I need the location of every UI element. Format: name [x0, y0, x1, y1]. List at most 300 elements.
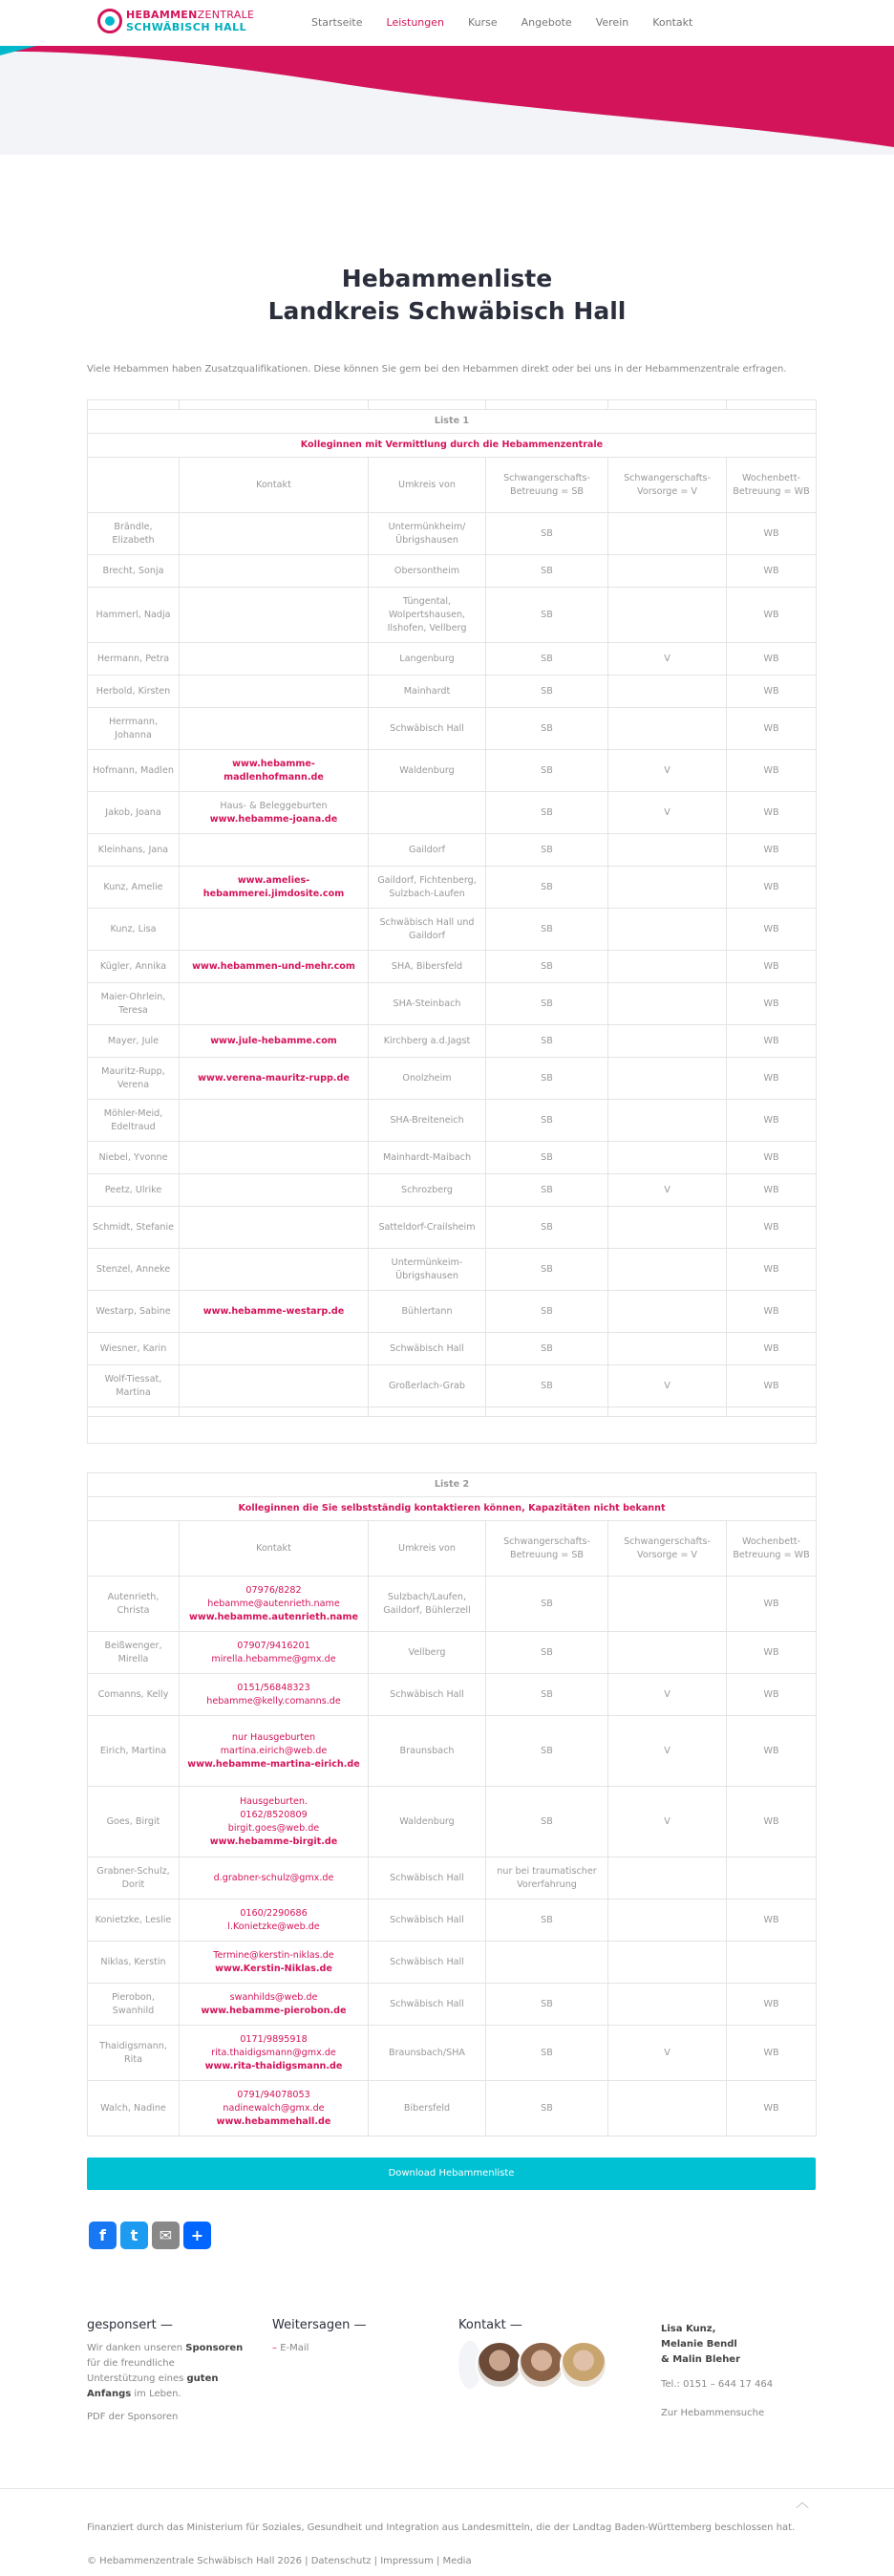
cell-v	[608, 1984, 727, 2026]
website-link[interactable]: www.hebammehall.de	[216, 2115, 331, 2127]
nav-kontakt[interactable]: Kontakt	[652, 16, 693, 29]
cell-kontakt	[180, 1142, 369, 1174]
cell-v	[608, 555, 727, 588]
cell-v	[608, 1857, 727, 1900]
contact-note: 07907/9416201	[237, 1640, 310, 1651]
cell-sb: SB	[486, 1291, 608, 1333]
cell-kontakt	[180, 1787, 369, 1857]
cell-sb: SB	[486, 1577, 608, 1632]
col-name	[88, 458, 180, 513]
email-link[interactable]: birgit.goes@web.de	[227, 1822, 320, 1834]
cell-kontakt	[180, 1984, 369, 2026]
cell-kontakt	[180, 1365, 369, 1407]
cell-umkreis: Untermünkheim/ Übrigshausen	[369, 513, 486, 555]
cell-kontakt	[180, 1900, 369, 1942]
cell-umkreis: Vellberg	[369, 1632, 486, 1674]
col-umkreis: Umkreis von	[369, 1521, 486, 1577]
nav-verein[interactable]: Verein	[595, 16, 629, 29]
cell-v: V	[608, 2026, 727, 2081]
cell-name: Hofmann, Madlen	[88, 750, 180, 792]
cell-umkreis: Mainhardt	[369, 676, 486, 708]
cell-name: Konietzke, Leslie	[88, 1900, 180, 1942]
cell-sb: SB	[486, 2026, 608, 2081]
cell-v	[608, 1942, 727, 1984]
contact-names-1: Lisa Kunz,	[661, 2324, 716, 2334]
website-link[interactable]: www.hebamme-birgit.de	[209, 1835, 338, 1847]
table-row	[88, 1333, 817, 1365]
email-link[interactable]: Termine@kerstin-niklas.de	[213, 1949, 334, 1961]
cell-name: Schmidt, Stefanie	[88, 1207, 180, 1249]
cell-sb: SB	[486, 676, 608, 708]
email-link[interactable]: martina.eirich@web.de	[220, 1745, 328, 1756]
cell-sb: SB	[486, 909, 608, 951]
share-buttons	[89, 2222, 894, 2249]
table-row	[88, 1577, 817, 1632]
cell-v	[608, 1333, 727, 1365]
hero-banner	[0, 46, 894, 155]
website-link[interactable]: www.amelies-hebammerei.jimdosite.com	[202, 874, 345, 899]
table-row	[88, 2081, 817, 2136]
cell-kontakt	[180, 1857, 369, 1900]
email-link[interactable]: l.Konietzke@web.de	[227, 1921, 320, 1932]
logo-line2: SCHWÄBISCH HALL	[126, 21, 247, 33]
cell-wb: WB	[727, 1058, 817, 1100]
website-link[interactable]: www.hebamme-joana.de	[209, 813, 338, 825]
cell-wb: WB	[727, 792, 817, 834]
cell-wb: WB	[727, 1207, 817, 1249]
table-row	[88, 513, 817, 555]
page-title	[0, 263, 894, 328]
cell-v	[608, 951, 727, 983]
cell-name: Möhler-Meid, Edeltraud	[88, 1100, 180, 1142]
cell-sb: SB	[486, 708, 608, 750]
cell-name: Jakob, Joana	[88, 792, 180, 834]
cell-v: V	[608, 1674, 727, 1716]
cell-sb: SB	[486, 834, 608, 867]
table-row	[88, 1142, 817, 1174]
cell-sb: SB	[486, 588, 608, 643]
cell-kontakt	[180, 1632, 369, 1674]
website-link[interactable]: www.hebamme-pierobon.de	[201, 2005, 347, 2016]
cell-umkreis: Braunsbach	[369, 1716, 486, 1787]
contact-note: 0162/8520809	[240, 1809, 308, 1820]
cell-name: Walch, Nadine	[88, 2081, 180, 2136]
cell-umkreis: Waldenburg	[369, 1787, 486, 1857]
contact-note: 07976/8282	[245, 1584, 302, 1596]
cell-sb: SB	[486, 1058, 608, 1100]
sponsored-text-2: für die freundliche Unterstützung eines	[87, 2358, 184, 2384]
col-sb: Schwangerschafts-Betreuung = SB	[486, 1521, 608, 1577]
cell-name: Grabner-Schulz, Dorit	[88, 1857, 180, 1900]
facebook-share-icon[interactable]: f	[89, 2222, 117, 2249]
website-link[interactable]: www.rita-thaidigsmann.de	[204, 2060, 343, 2072]
cell-umkreis: Großerlach-Grab	[369, 1365, 486, 1407]
midwife-table-1	[87, 399, 817, 1444]
logo-line1-bold: HEBAMMEN	[126, 9, 198, 21]
cell-v	[608, 2081, 727, 2136]
cell-sb: SB	[486, 1365, 608, 1407]
cell-v: V	[608, 1174, 727, 1207]
cell-name: Kunz, Amelie	[88, 867, 180, 909]
table-row	[88, 1716, 817, 1787]
cell-wb: WB	[727, 1984, 817, 2026]
cell-kontakt	[180, 1174, 369, 1207]
cell-sb: SB	[486, 951, 608, 983]
cell-wb: WB	[727, 750, 817, 792]
cell-umkreis: Schwäbisch Hall	[369, 1857, 486, 1900]
table-row	[88, 983, 817, 1025]
twitter-share-icon[interactable]: t	[120, 2222, 148, 2249]
cell-wb: WB	[727, 983, 817, 1025]
nav-leistungen[interactable]: Leistungen	[386, 16, 444, 29]
logo-line1-rest: ZENTRALE	[197, 9, 255, 21]
cell-name: Wiesner, Karin	[88, 1333, 180, 1365]
cell-name: Beißwenger, Mirella	[88, 1632, 180, 1674]
cell-umkreis: Satteldorf-Crailsheim	[369, 1207, 486, 1249]
cell-wb: WB	[727, 1025, 817, 1058]
cell-kontakt	[180, 1207, 369, 1249]
table-row	[88, 951, 817, 983]
cell-v	[608, 1900, 727, 1942]
site-header	[0, 0, 894, 46]
cell-kontakt	[180, 555, 369, 588]
funding-note: Finanziert durch das Ministerium für Soziales, Gesundheit und Integration aus Landesmitteln, die der Landtag Baden-Württemberg beschlossen hat.	[87, 2522, 796, 2533]
table-row	[88, 708, 817, 750]
cell-v: V	[608, 643, 727, 676]
cell-name: Autenrieth, Christa	[88, 1577, 180, 1632]
cell-umkreis: Bibersfeld	[369, 2081, 486, 2136]
website-link[interactable]: www.hebamme.autenrieth.name	[188, 1611, 359, 1622]
cell-sb: SB	[486, 1333, 608, 1365]
table-row	[88, 792, 817, 834]
cell-wb: WB	[727, 1577, 817, 1632]
cell-wb: WB	[727, 1174, 817, 1207]
email-icon: –	[272, 2343, 277, 2353]
cell-wb: WB	[727, 1716, 817, 1787]
table-row	[88, 643, 817, 676]
cell-name: Brecht, Sonja	[88, 555, 180, 588]
cell-sb: SB	[486, 643, 608, 676]
footer-contact-details	[661, 2322, 773, 2421]
cell-wb: WB	[727, 1100, 817, 1142]
cell-kontakt	[180, 708, 369, 750]
cell-name: Maier-Ohrlein, Teresa	[88, 983, 180, 1025]
cell-umkreis: Obersontheim	[369, 555, 486, 588]
table-row	[88, 1207, 817, 1249]
table-row	[88, 867, 817, 909]
cell-name: Kügler, Annika	[88, 951, 180, 983]
cell-kontakt	[180, 983, 369, 1025]
cell-umkreis: Braunsbach/SHA	[369, 2026, 486, 2081]
contact-title: Kontakt —	[458, 2318, 522, 2332]
contact-note: 0791/94078053	[237, 2089, 310, 2100]
cell-wb: WB	[727, 643, 817, 676]
table-row	[88, 1365, 817, 1407]
cell-name: Niklas, Kerstin	[88, 1942, 180, 1984]
list2-title: Liste 2	[88, 1473, 817, 1497]
col-wb: Wochenbett-Betreuung = WB	[727, 458, 817, 513]
cell-sb: SB	[486, 1100, 608, 1142]
cell-umkreis: Kirchberg a.d.Jagst	[369, 1025, 486, 1058]
table-row	[88, 1984, 817, 2026]
cell-sb: SB	[486, 1787, 608, 1857]
cell-wb: WB	[727, 1365, 817, 1407]
cell-v	[608, 1632, 727, 1674]
email-link[interactable]: hebamme@autenrieth.name	[207, 1598, 340, 1609]
cell-name: Eirich, Martina	[88, 1716, 180, 1787]
table-row	[88, 1787, 817, 1857]
cell-wb: WB	[727, 513, 817, 555]
cell-kontakt	[180, 909, 369, 951]
contact-names-2: Melanie Bendl	[661, 2339, 737, 2350]
cell-sb: SB	[486, 1207, 608, 1249]
table-row	[88, 1632, 817, 1674]
cell-sb: SB	[486, 867, 608, 909]
cell-umkreis	[369, 792, 486, 834]
cell-kontakt	[180, 792, 369, 834]
email-link[interactable]: hebamme@kelly.comanns.de	[206, 1695, 341, 1707]
cell-umkreis: Schwäbisch Hall	[369, 1984, 486, 2026]
cell-name: Herbold, Kirsten	[88, 676, 180, 708]
scroll-top-icon[interactable]: ︿	[796, 2496, 809, 2511]
table-row	[88, 555, 817, 588]
cell-kontakt	[180, 2081, 369, 2136]
cell-umkreis: Schwäbisch Hall	[369, 1900, 486, 1942]
table-row	[88, 1100, 817, 1142]
intro-text: Viele Hebammen haben Zusatzqualifikationen. Diese können Sie gern bei den Hebammen direkt oder bei uns in der Hebammenzentrale erfragen.	[87, 364, 787, 375]
cell-wb: WB	[727, 1249, 817, 1291]
table-row	[88, 588, 817, 643]
email-share-icon[interactable]: ✉	[152, 2222, 180, 2249]
cell-sb: SB	[486, 1674, 608, 1716]
cell-kontakt	[180, 1100, 369, 1142]
cell-umkreis: Gaildorf, Fichtenberg, Sulzbach-Laufen	[369, 867, 486, 909]
website-link[interactable]: www.hebamme-madlenhofmann.de	[224, 758, 324, 783]
website-link[interactable]: www.hebammen-und-mehr.com	[192, 960, 355, 972]
midwife-search-link[interactable]: Zur Hebammensuche	[661, 2408, 765, 2418]
cell-umkreis: Schwäbisch Hall	[369, 1333, 486, 1365]
cell-sb: nur bei traumatischer Vorerfahrung	[486, 1857, 608, 1900]
cell-umkreis: Waldenburg	[369, 750, 486, 792]
download-list-button[interactable]: Download Hebammenliste	[87, 2157, 816, 2190]
contact-note: 0171/9895918	[240, 2033, 308, 2045]
cell-v	[608, 1058, 727, 1100]
table-row	[88, 750, 817, 792]
cell-umkreis: Tüngental, Wolpertshausen, Ilshofen, Vellberg	[369, 588, 486, 643]
contact-note: Hausgeburten.	[239, 1795, 309, 1807]
cell-name: Mayer, Jule	[88, 1025, 180, 1058]
cell-wb: WB	[727, 1787, 817, 1857]
col-v: Schwangerschafts-Vorsorge = V	[608, 458, 727, 513]
cell-sb	[486, 1942, 608, 1984]
table-row	[88, 1249, 817, 1291]
cell-sb: SB	[486, 1632, 608, 1674]
cell-wb: WB	[727, 1632, 817, 1674]
email-link[interactable]: swanhilds@web.de	[229, 1991, 318, 2003]
table-row	[88, 676, 817, 708]
cell-kontakt	[180, 1291, 369, 1333]
cell-name: Kunz, Lisa	[88, 909, 180, 951]
list2-column-headers	[88, 1521, 817, 1577]
cell-sb: SB	[486, 1716, 608, 1787]
footer-email-link[interactable]: E-Mail	[280, 2343, 309, 2353]
cell-wb	[727, 1857, 817, 1900]
cell-wb: WB	[727, 1674, 817, 1716]
cell-kontakt	[180, 676, 369, 708]
table-row	[88, 2026, 817, 2081]
contact-names-3: & Malin Bleher	[661, 2354, 741, 2365]
cell-wb: WB	[727, 588, 817, 643]
cell-kontakt	[180, 834, 369, 867]
sponsors-pdf-link[interactable]: PDF der Sponsoren	[87, 2412, 179, 2422]
email-link[interactable]: rita.thaidigsmann@gmx.de	[211, 2047, 336, 2058]
cell-v	[608, 513, 727, 555]
website-link[interactable]: www.hebamme-westarp.de	[202, 1305, 345, 1317]
cell-wb	[727, 1942, 817, 1984]
cell-v	[608, 909, 727, 951]
cell-wb: WB	[727, 1291, 817, 1333]
col-kontakt: Kontakt	[180, 458, 369, 513]
cell-name: Herrmann, Johanna	[88, 708, 180, 750]
cell-v: V	[608, 1787, 727, 1857]
email-link[interactable]: mirella.hebamme@gmx.de	[211, 1653, 336, 1664]
cell-umkreis: Schwäbisch Hall und Gaildorf	[369, 909, 486, 951]
cell-name: Wolf-Tiessat, Martina	[88, 1365, 180, 1407]
table-row	[88, 1942, 817, 1984]
contact-phone[interactable]: Tel.: 0151 – 644 17 464	[661, 2379, 774, 2390]
nav-angebote[interactable]: Angebote	[521, 16, 572, 29]
table-row	[88, 1291, 817, 1333]
team-avatars	[458, 2341, 602, 2389]
cell-v	[608, 983, 727, 1025]
cell-v	[608, 834, 727, 867]
cell-umkreis: Schrozberg	[369, 1174, 486, 1207]
nav-startseite[interactable]: Startseite	[311, 16, 363, 29]
cell-kontakt	[180, 1942, 369, 1984]
cell-kontakt	[180, 643, 369, 676]
list1-subtitle: Kolleginnen mit Vermittlung durch die Hebammenzentrale	[88, 434, 817, 458]
share-plus-icon[interactable]: +	[183, 2222, 211, 2249]
email-link[interactable]: nadinewalch@gmx.de	[223, 2102, 325, 2114]
website-link[interactable]: www.verena-mauritz-rupp.de	[198, 1072, 350, 1084]
col-kontakt: Kontakt	[180, 1521, 369, 1577]
cell-v	[608, 676, 727, 708]
cell-v	[608, 1291, 727, 1333]
sponsored-title: gesponsert —	[87, 2318, 173, 2332]
cell-v	[608, 708, 727, 750]
cell-sb: SB	[486, 792, 608, 834]
cell-name: Niebel, Yvonne	[88, 1142, 180, 1174]
cell-wb: WB	[727, 951, 817, 983]
table-row	[88, 1058, 817, 1100]
cell-v	[608, 867, 727, 909]
cell-kontakt	[180, 513, 369, 555]
email-link[interactable]: d.grabner-schulz@gmx.de	[213, 1872, 334, 1883]
avatar	[518, 2341, 565, 2389]
table-row	[88, 1025, 817, 1058]
table-row	[88, 1857, 817, 1900]
table-row	[88, 834, 817, 867]
cell-kontakt	[180, 867, 369, 909]
avatar	[560, 2341, 607, 2389]
cell-v: V	[608, 750, 727, 792]
col-umkreis: Umkreis von	[369, 458, 486, 513]
cell-umkreis: Schwäbisch Hall	[369, 708, 486, 750]
footer-contact	[458, 2318, 602, 2389]
site-logo[interactable]	[97, 9, 254, 33]
cell-name: Pierobon, Swanhild	[88, 1984, 180, 2026]
cell-umkreis: Onolzheim	[369, 1058, 486, 1100]
cell-wb: WB	[727, 1142, 817, 1174]
cell-kontakt	[180, 750, 369, 792]
website-link[interactable]: www.hebamme-martina-eirich.de	[187, 1758, 360, 1770]
hero-wave	[0, 46, 894, 155]
cell-sb: SB	[486, 983, 608, 1025]
copyright: © Hebammenzentrale Schwäbisch Hall 2026 | Datenschutz | Impressum | Media	[87, 2556, 472, 2566]
share-title: Weitersagen —	[272, 2318, 367, 2332]
nav-kurse[interactable]: Kurse	[467, 16, 498, 29]
cell-wb: WB	[727, 676, 817, 708]
cell-wb: WB	[727, 834, 817, 867]
cell-kontakt	[180, 1058, 369, 1100]
cell-wb: WB	[727, 1900, 817, 1942]
footer-share	[272, 2318, 367, 2356]
list1-column-headers	[88, 458, 817, 513]
cell-umkreis: Untermünkeim-Übrigshausen	[369, 1249, 486, 1291]
cell-umkreis: Langenburg	[369, 643, 486, 676]
cell-name: Goes, Birgit	[88, 1787, 180, 1857]
contact-note: 0160/2290686	[240, 1907, 308, 1919]
cell-wb: WB	[727, 867, 817, 909]
sponsored-text-1: Wir danken unseren	[87, 2343, 183, 2353]
midwife-table-1-wrapper	[87, 399, 816, 1444]
table-row	[88, 1674, 817, 1716]
website-link[interactable]: www.jule-hebamme.com	[210, 1035, 337, 1046]
cell-kontakt	[180, 1674, 369, 1716]
cell-name: Hermann, Petra	[88, 643, 180, 676]
cell-sb: SB	[486, 1900, 608, 1942]
cell-wb: WB	[727, 2026, 817, 2081]
col-v: Schwangerschafts-Vorsorge = V	[608, 1521, 727, 1577]
table-row	[88, 1900, 817, 1942]
site-footer	[0, 2318, 894, 2576]
contact-note: nur Hausgeburten	[231, 1731, 316, 1743]
cell-kontakt	[180, 1333, 369, 1365]
website-link[interactable]: www.Kerstin-Niklas.de	[215, 1963, 332, 1974]
cell-kontakt	[180, 1716, 369, 1787]
cell-name: Brändle, Elizabeth	[88, 513, 180, 555]
cell-v	[608, 588, 727, 643]
cell-name: Mauritz-Rupp, Verena	[88, 1058, 180, 1100]
cell-umkreis: Sulzbach/Laufen, Gaildorf, Bühlerzell	[369, 1577, 486, 1632]
cell-name: Westarp, Sabine	[88, 1291, 180, 1333]
sponsored-text-2b: guten Anfangs	[87, 2373, 219, 2399]
cell-sb: SB	[486, 750, 608, 792]
cell-umkreis: Schwäbisch Hall	[369, 1674, 486, 1716]
cell-v	[608, 1249, 727, 1291]
cell-sb: SB	[486, 1025, 608, 1058]
cell-v: V	[608, 792, 727, 834]
cell-sb: SB	[486, 1249, 608, 1291]
cell-v: V	[608, 1365, 727, 1407]
table-row	[88, 1174, 817, 1207]
col-sb: Schwangerschafts-Betreuung = SB	[486, 458, 608, 513]
cell-v	[608, 1025, 727, 1058]
contact-note: Haus- & Beleggeburten	[220, 800, 328, 811]
midwife-table-2-wrapper	[87, 1472, 816, 2136]
list1-title: Liste 1	[88, 410, 817, 434]
cell-wb: WB	[727, 1333, 817, 1365]
